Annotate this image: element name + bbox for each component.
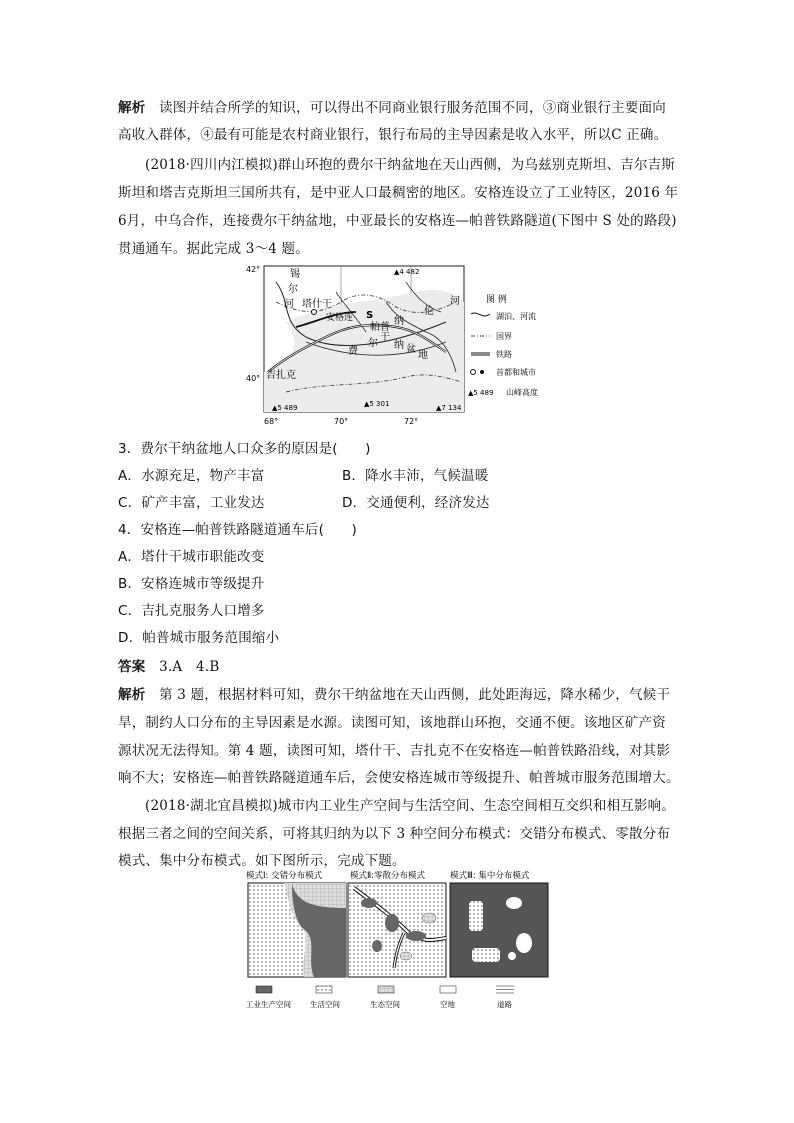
q3-options-row-1 — [118, 464, 618, 484]
lon-72: 72° — [404, 417, 419, 426]
place-label: 伦 — [424, 306, 434, 317]
q3-option-d[interactable]: D．交通便利，经济发达 — [342, 495, 490, 511]
place-label: 尔 — [288, 284, 298, 295]
mode-3-panel — [450, 883, 548, 977]
passage-2-line-2: 根据三者之间的空间关系，可将其归纳为以下 3 种空间分布模式：交错分布模式、零散分布 — [118, 826, 671, 842]
passage-1-line-1: (2018·四川内江模拟)群山环抱的费尔干纳盆地在天山西侧，为乌兹别克斯坦、吉尔吉斯 — [145, 157, 676, 173]
place-label: 尔 — [368, 338, 378, 349]
mode-legend-item: 空地 — [440, 1000, 455, 1009]
place-label: S — [366, 310, 374, 321]
legend-city-symbol — [480, 370, 484, 374]
place-label: 费 — [348, 346, 358, 357]
legend-eco-swatch — [378, 986, 394, 993]
analysis-1-text: 读图并结合所学的知识，可以得出不同商业银行服务范围不同，③商业银行主要面向 — [159, 100, 667, 116]
passage-1-line-4: 贯通通车。据此完成 3～4 题。 — [118, 241, 309, 257]
legend-item: 铁路 — [496, 350, 512, 359]
analysis-2-line-3: 源状况无法得知。第 4 题，读图可知，塔什干、吉扎克不在安格连—帕普铁路沿线，对其影 — [118, 743, 671, 759]
place-label: 地 — [418, 350, 428, 361]
passage-1-line-2: 斯坦和塔吉克斯坦三国所共有，是中亚人口最稠密的地区。安格连设立了工业特区，2016 年 — [118, 185, 679, 201]
place-label: 河 — [450, 296, 460, 307]
mode-1-title: 模式Ⅰ: 交错分布模式 — [246, 871, 323, 881]
place-label: 安格连 — [326, 313, 354, 323]
q4-option-c[interactable]: C．吉扎克服务人口增多 — [118, 603, 265, 619]
place-label: 纳 — [394, 340, 404, 351]
peak-label: ▲5 489 — [272, 404, 298, 412]
q3-option-b[interactable]: B．降水丰沛，气候温暖 — [342, 468, 489, 484]
q3-option-c[interactable]: C．矿产丰富，工业发达 — [118, 495, 265, 511]
place-label: 干 — [380, 332, 390, 343]
passage-2-line-1: (2018·湖北宜昌模拟)城市内工业生产空间与生活空间、生态空间相互交织和相互影响。 — [145, 798, 676, 814]
spatial-modes-figure — [244, 868, 550, 1014]
capital-marker — [312, 310, 317, 315]
lat-42: 42° — [246, 265, 261, 274]
mode-legend-item: 生态空间 — [370, 1000, 400, 1009]
legend-item: 首都和城市 — [496, 368, 536, 377]
answer-line — [118, 655, 219, 675]
analysis-1-line-2: 高收入群体，④最有可能是农村商业银行，银行布局的主导因素是收入水平，所以C 正确。 — [118, 127, 668, 143]
analysis-2-line-2: 旱，制约人口分布的主导因素是水源。读图可知，该地群山环抱，交通不便。该地区矿产资 — [118, 715, 666, 731]
analysis-2-line-4: 响不大；安格连—帕普铁路隧道通车后，会使安格连城市等级提升、帕普城市服务范围增大。 — [118, 770, 680, 786]
place-label: 吉扎克 — [266, 370, 296, 381]
place-label: 塔什干 — [302, 299, 332, 310]
q4-option-d[interactable]: D．帕普城市服务范围缩小 — [118, 630, 280, 646]
answer-label: 答案 — [118, 659, 146, 675]
legend-vacant-swatch — [440, 986, 456, 993]
answer-text: 3.A 4.B — [159, 659, 220, 675]
passage-2-line-3: 模式、集中分布模式。如下图所示，完成下题。 — [118, 853, 406, 869]
analysis-label: 解析 — [118, 100, 146, 116]
q3-stem: 3．费尔干纳盆地人口众多的原因是( ) — [118, 441, 371, 457]
passage-1-line-3: 6月，中乌合作，连接费尔干纳盆地，中亚最长的安格连—帕普铁路隧道(下图中 S 处的路段) — [118, 213, 677, 229]
mode-legend-item: 道路 — [497, 1000, 512, 1009]
place-label: 纳 — [394, 316, 404, 327]
mode-2-panel — [348, 883, 446, 977]
analysis-2-line-1 — [118, 683, 670, 703]
peak-label: ▲4 482 — [394, 268, 420, 276]
peak-label: ▲5 301 — [364, 400, 390, 408]
analysis-label: 解析 — [118, 687, 146, 703]
place-label: 河 — [284, 299, 294, 310]
legend-item: 湖泊、河流 — [496, 312, 536, 321]
legend-item: 国界 — [496, 332, 512, 341]
place-label: 锡 — [290, 269, 300, 280]
legend-road-swatch — [496, 986, 514, 993]
mode-legend-item: 生活空间 — [310, 1000, 340, 1009]
lon-68: 68° — [264, 417, 279, 426]
q3-option-a[interactable]: A．水源充足，物产丰富 — [118, 468, 265, 484]
place-label: 盆 — [406, 344, 416, 355]
lat-40: 40° — [246, 374, 261, 383]
map-legend-title: 图 例 — [486, 295, 507, 305]
q4-option-b[interactable]: B．安格连城市等级提升 — [118, 576, 265, 592]
lon-70: 70° — [334, 417, 349, 426]
analysis-2-text: 第 3 题，根据材料可知，费尔干纳盆地在天山西侧，此处距海远，降水稀少，气候干 — [159, 687, 671, 703]
mode-3-title: 模式Ⅲ: 集中分布模式 — [450, 871, 530, 881]
q4-option-a[interactable]: A．塔什干城市职能改变 — [118, 549, 265, 565]
legend-capital-symbol — [471, 370, 476, 375]
place-label: 帕普 — [370, 322, 390, 333]
analysis-1-line-1 — [118, 96, 666, 116]
q4-stem: 4．安格连—帕普铁路隧道通车后( ) — [118, 522, 357, 538]
mode-legend-item: 工业生产空间 — [246, 1000, 291, 1009]
legend-item: 山峰高度 — [506, 388, 538, 397]
mode-2-title: 模式Ⅱ:零散分布模式 — [350, 871, 426, 881]
legend-river-symbol — [471, 313, 490, 316]
legend-living-swatch — [316, 986, 332, 993]
q3-options-row-2 — [118, 491, 618, 511]
legend-industrial-swatch — [256, 986, 272, 993]
fergana-map — [246, 262, 566, 430]
peak-label: ▲7 134 — [436, 404, 462, 412]
legend-peak-sample: ▲5 489 — [468, 389, 494, 397]
